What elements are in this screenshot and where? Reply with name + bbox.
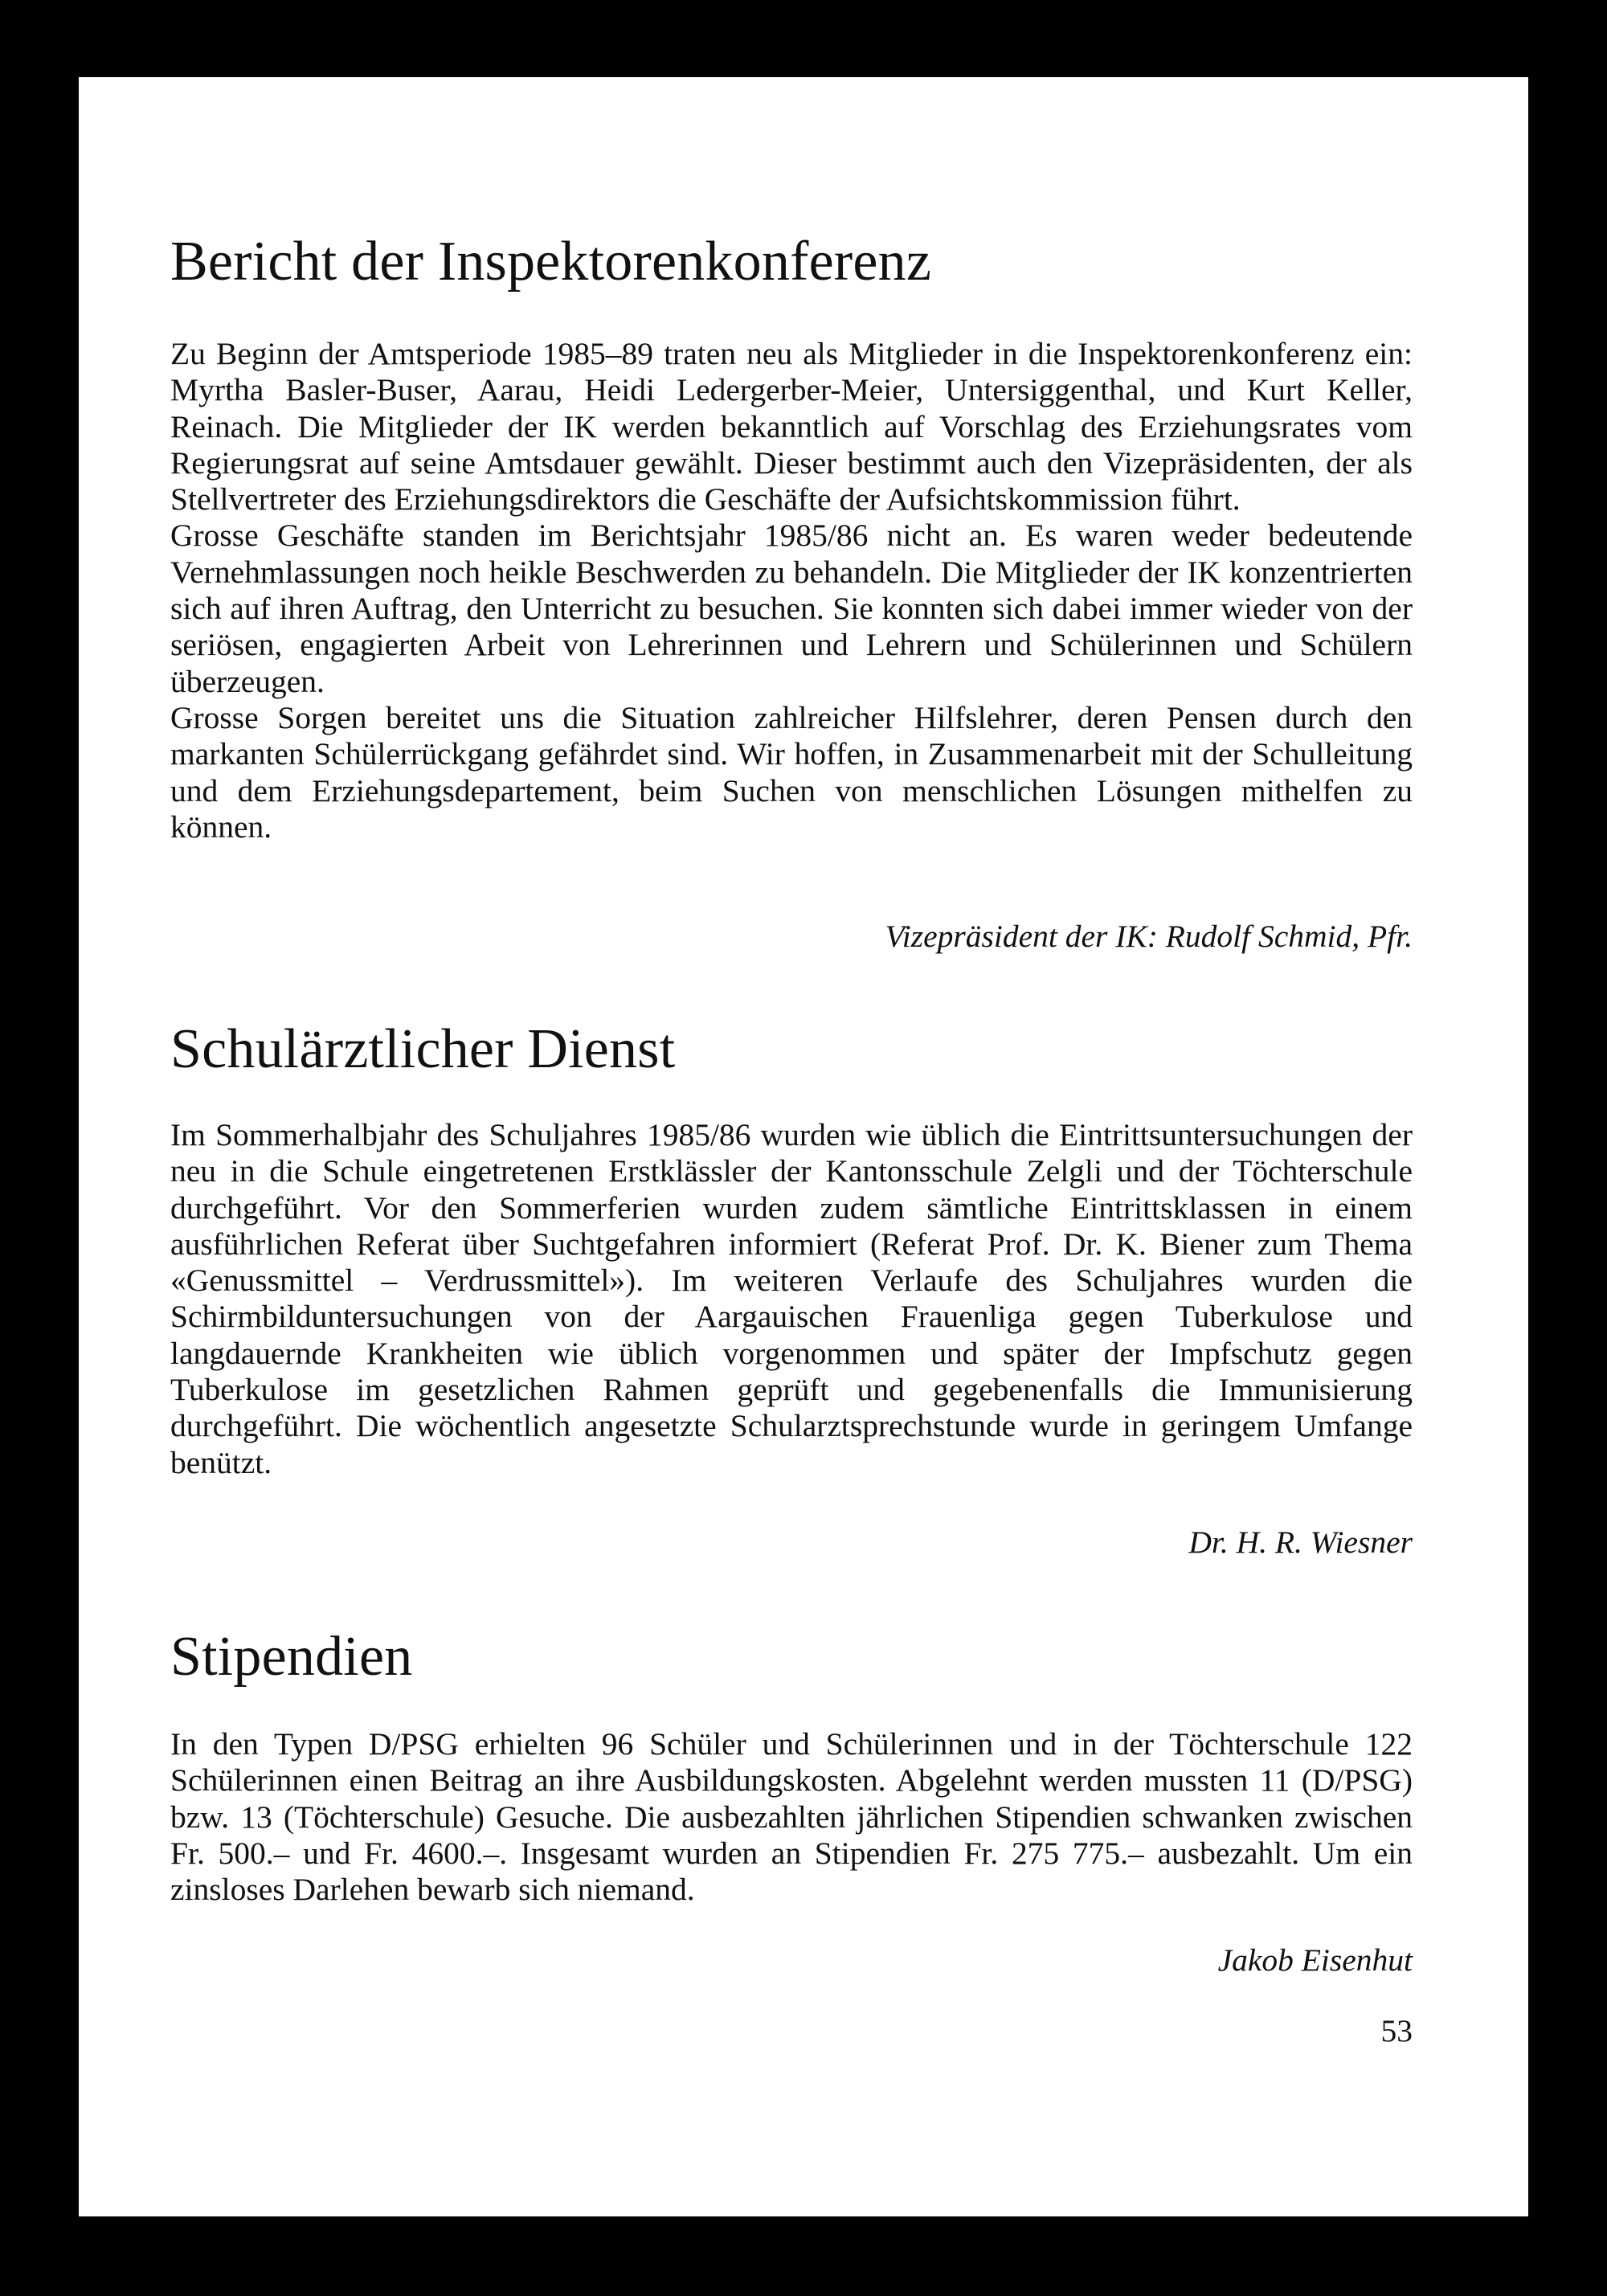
page-number: 53 bbox=[1380, 2013, 1413, 2048]
paragraph: Grosse Sorgen bereitet uns die Situation zahlreicher Hilfslehrer, deren Pensen durch den markanten Schülerrückgang gefährdet sind. Wir hoffen, in Zusammenarbeit mit der Schulleitung und dem Erziehungsdepartement, beim Suchen von menschlichen Lösungen mithelfen zu können. bbox=[170, 699, 1413, 845]
paragraph: Im Sommerhalbjahr des Schuljahres 1985/86 wurden wie üblich die Eintrittsuntersuchungen der neu in die Schule eingetretenen Erstklässler der Kantonsschule Zelgli und der Töchterschule durchgeführt. Vor den Sommerferien wurden zudem sämtliche Eintrittsklassen in einem ausführlichen Referat über Suchtgefahren informiert (Referat Prof. Dr. K. Biener zum Thema «Genussmittel – Verdrussmittel»). Im weiteren Verlaufe des Schuljahres wurden die Schirmbilduntersuchungen von der Aargauischen Frauenliga gegen Tuberkulose und langdauernde Krankheiten wie üblich vorgenommen und später der Impfschutz gegen Tuberkulose im gesetzlichen Rahmen geprüft und gegebenenfalls die Immunisierung durchgeführt. Die wöchentlich angesetzte Schularztsprechstunde wurde in geringem Umfange benützt. bbox=[170, 1117, 1413, 1480]
paragraph: Grosse Geschäfte standen im Berichtsjahr 1985/86 nicht an. Es waren weder bedeutende Vernehmlassungen noch heikle Beschwerden zu behandeln. Die Mitglieder der IK konzentrierten sich auf ihren Auftrag, den Unterricht zu besuchen. Sie konnten sich dabei immer wieder von der seriösen, engagierten Arbeit von Lehrerinnen und Lehrern und Schülerinnen und Schülern überzeugen. bbox=[170, 518, 1413, 699]
paragraph: Zu Beginn der Amtsperiode 1985–89 traten neu als Mitglieder in die Inspektorenkonferenz ein: Myrtha Basler-Buser, Aarau, Heidi Ledergerber-Meier, Untersiggenthal, und Kurt Keller, Reinach. Die Mitglieder der IK werden bekanntlich auf Vorschlag des Erziehungsrates vom Regierungsrat auf seine Amtsdauer gewählt. Dieser bestimmt auch den Vizepräsidenten, der als Stellvertreter des Erziehungsdirektors die Geschäfte der Aufsichtskommission führt. bbox=[170, 336, 1413, 518]
signature-stipendien: Jakob Eisenhut bbox=[1217, 1942, 1413, 1978]
document-page bbox=[79, 77, 1528, 2216]
section-body-schularztlicher-dienst bbox=[170, 1117, 1413, 1481]
section-heading-stipendien: Stipendien bbox=[170, 1626, 413, 1688]
signature-schularztlicher-dienst: Dr. H. R. Wiesner bbox=[1188, 1525, 1413, 1560]
section-body-inspektorenkonferenz bbox=[170, 336, 1413, 845]
section-body-stipendien bbox=[170, 1726, 1413, 1908]
section-heading-schularztlicher-dienst: Schulärztlicher Dienst bbox=[170, 1018, 676, 1080]
signature-inspektorenkonferenz: Vizepräsident der IK: Rudolf Schmid, Pfr. bbox=[885, 919, 1413, 954]
paragraph: In den Typen D/PSG erhielten 96 Schüler und Schülerinnen und in der Töchterschule 122 Schülerinnen einen Beitrag an ihre Ausbildungskosten. Abgelehnt werden mussten 11 (D/PSG) bzw. 13 (Töchterschule) Gesuche. Die ausbezahlten jährlichen Stipendien schwanken zwischen Fr. 500.– und Fr. 4600.–. Insgesamt wurden an Stipendien Fr. 275 775.– ausbezahlt. Um ein zinsloses Darlehen bewarb sich niemand. bbox=[170, 1726, 1413, 1908]
section-heading-inspektorenkonferenz: Bericht der Inspektorenkonferenz bbox=[170, 231, 932, 293]
